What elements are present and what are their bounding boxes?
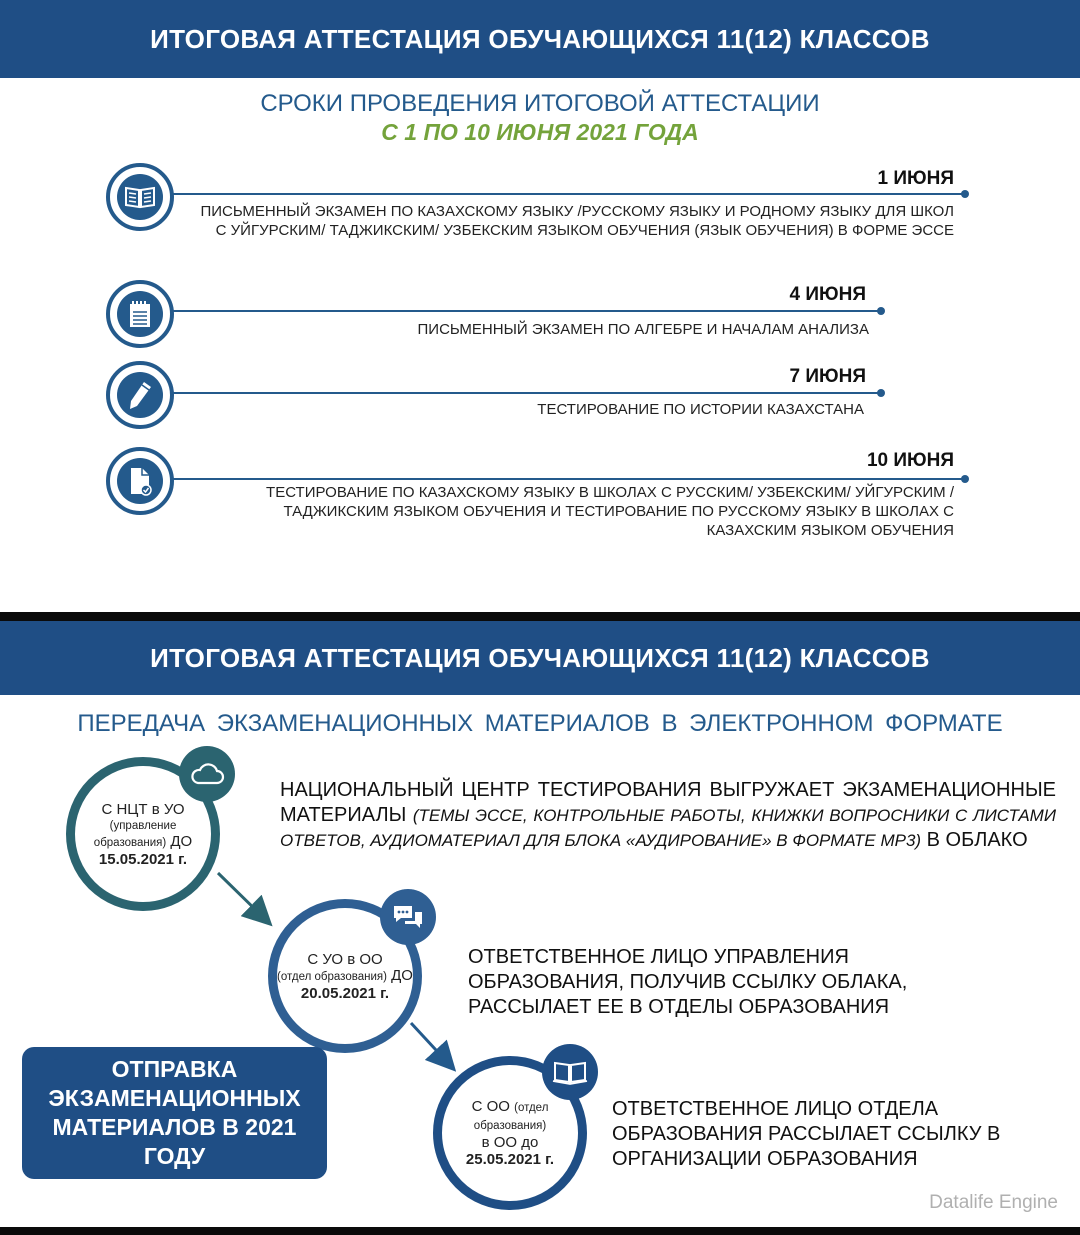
step1-suffix: ДО bbox=[166, 832, 193, 850]
transfer-subtitle: ПЕРЕДАЧА ЭКЗАМЕНАЦИОННЫХ МАТЕРИАЛОВ В ЭЛЕКТРОННОМ ФОРМАТЕ bbox=[77, 710, 1003, 737]
step2-badge bbox=[380, 889, 436, 945]
step3-after: в ОО до bbox=[481, 1134, 539, 1151]
watermark: Datalife Engine bbox=[929, 1192, 1058, 1213]
arrow-step1-to-step2 bbox=[218, 873, 264, 918]
step1-main: С НЦТ в УО bbox=[101, 800, 185, 818]
step1-badge bbox=[179, 746, 235, 802]
event2-desc: ПИСЬМЕННЫЙ ЭКЗАМЕН ПО АЛГЕБРЕ И НАЧАЛАМ АНАЛИЗА bbox=[417, 321, 869, 338]
open-book-icon bbox=[552, 1059, 588, 1085]
step2-main: С УО в ОО bbox=[307, 950, 383, 968]
panel1-banner: ИТОГОВАЯ АТТЕСТАЦИЯ ОБУЧАЮЩИХСЯ 11(12) КЛАССОВ bbox=[0, 0, 1080, 78]
event1-date: 1 ИЮНЯ bbox=[877, 168, 954, 189]
step1-desc-italic: (ТЕМЫ ЭССЕ, КОНТРОЛЬНЫЕ РАБОТЫ, КНИЖКИ ВОПРОСНИКИ С ЛИСТАМИ ОТВЕТОВ, АУДИОМАТЕРИАЛ ДЛЯ БЛОКА «АУДИРОВАНИЕ» В ФОРМАТЕ МР3) bbox=[280, 806, 1056, 850]
event4-date: 10 ИЮНЯ bbox=[866, 450, 954, 471]
panel2-banner: ИТОГОВАЯ АТТЕСТАЦИЯ ОБУЧАЮЩИХСЯ 11(12) КЛАССОВ bbox=[0, 621, 1080, 695]
step2-small: (отдел образования) bbox=[277, 970, 387, 983]
step3-main: С ОО bbox=[471, 1098, 510, 1115]
step3-description: ОТВЕТСТВЕННОЕ ЛИЦО ОТДЕЛА ОБРАЗОВАНИЯ РАССЫЛАЕТ ССЫЛКУ В ОРГАНИЗАЦИИ ОБРАЗОВАНИЯ bbox=[612, 1098, 1001, 1170]
step2-date: 20.05.2021 г. bbox=[300, 984, 390, 1002]
chat-icon bbox=[391, 903, 425, 931]
step3-date: 25.05.2021 г. bbox=[465, 1151, 555, 1168]
step2-description: ОТВЕТСТВЕННОЕ ЛИЦО УПРАВЛЕНИЯ ОБРАЗОВАНИЯ, ПОЛУЧИВ ССЫЛКУ ОБЛАКА, РАССЫЛАЕТ ЕЕ В ОТДЕЛЫ ОБРАЗОВАНИЯ bbox=[468, 946, 908, 1018]
event3-date: 7 ИЮНЯ bbox=[789, 366, 866, 387]
event3-desc: ТЕСТИРОВАНИЕ ПО ИСТОРИИ КАЗАХСТАНА bbox=[537, 401, 864, 418]
step3-small: (отдел образования) bbox=[473, 1102, 549, 1132]
step2-suffix: ДО bbox=[386, 966, 413, 984]
step1-desc-tail: В ОБЛАКО bbox=[926, 829, 1028, 851]
cloud-icon bbox=[189, 762, 225, 786]
step1-date: 15.05.2021 г. bbox=[98, 850, 188, 868]
step1-desc-normal: НАЦИОНАЛЬНЫЙ ЦЕНТР ТЕСТИРОВАНИЯ ВЫГРУЖАЕТ ЭКЗАМЕНАЦИОННЫЕ МАТЕРИАЛЫ bbox=[280, 779, 1056, 826]
send-materials-box: ОТПРАВКА ЭКЗАМЕНАЦИОННЫХ МАТЕРИАЛОВ В 2021 ГОДУ bbox=[22, 1047, 327, 1179]
event2-date: 4 ИЮНЯ bbox=[789, 284, 866, 305]
event4-desc: ТЕСТИРОВАНИЕ ПО КАЗАХСКОМУ ЯЗЫКУ В ШКОЛАХ С РУССКИМ/ УЗБЕКСКИМ/ УЙГУРСКИМ / ТАДЖИКСКИМ ЯЗЫКОМ ОБУЧЕНИЯ И ТЕСТИРОВАНИЕ ПО РУССКОМУ ЯЗЫКУ В ШКОЛАХ С КАЗАХСКИМ ЯЗЫКОМ ОБУЧЕНИЯ bbox=[266, 484, 954, 539]
schedule-period: С 1 ПО 10 ИЮНЯ 2021 ГОДА bbox=[381, 119, 699, 145]
step3-badge bbox=[542, 1044, 598, 1100]
step1-description bbox=[280, 778, 1056, 853]
arrow-step2-to-step3 bbox=[411, 1023, 448, 1063]
step1-small: (управление образования) bbox=[93, 819, 177, 849]
event1-desc: ПИСЬМЕННЫЙ ЭКЗАМЕН ПО КАЗАХСКОМУ ЯЗЫКУ /РУССКОМУ ЯЗЫКУ И РОДНОМУ ЯЗЫКУ ДЛЯ ШКОЛ С УЙГУРСКИМ/ ТАДЖИКСКИМ/ УЗБЕКСКИМ ЯЗЫКОМ ОБУЧЕНИЯ (ЯЗЫК ОБУЧЕНИЯ) В ФОРМЕ ЭССЕ bbox=[200, 203, 954, 239]
schedule-subtitle: СРОКИ ПРОВЕДЕНИЯ ИТОГОВОЙ АТТЕСТАЦИИ bbox=[260, 90, 820, 117]
